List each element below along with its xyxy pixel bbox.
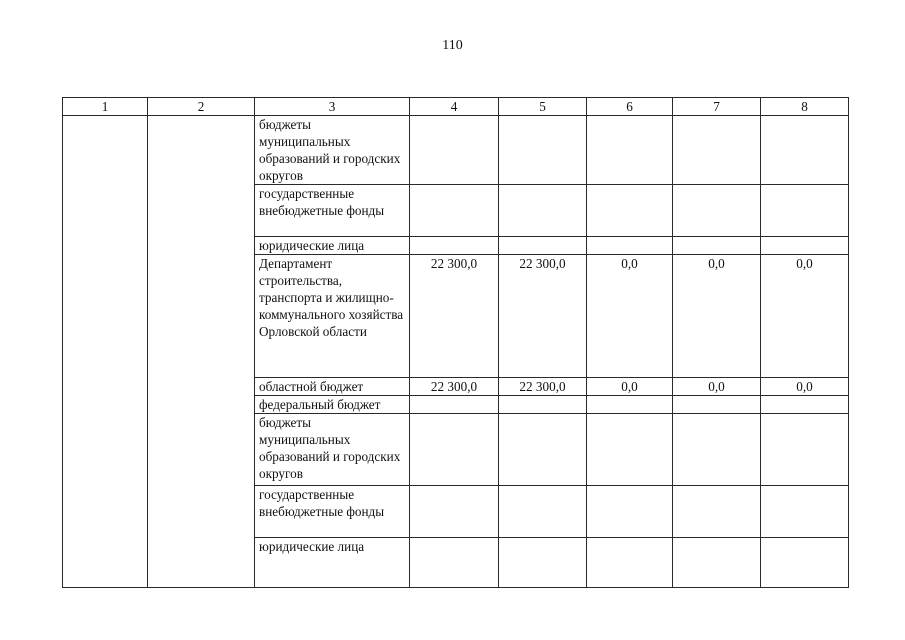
value-cell-col4 — [410, 538, 499, 588]
value-cell-col8: 0,0 — [761, 255, 849, 378]
row-label: бюджеты муниципальных образований и городских округов — [255, 116, 410, 185]
value-cell-col4 — [410, 116, 499, 185]
value-cell-col6 — [587, 486, 673, 538]
value-cell-col7 — [673, 414, 761, 486]
value-cell-col8 — [761, 185, 849, 237]
value-cell-col4 — [410, 396, 499, 414]
row-label: Департамент строительства, транспорта и жилищно-коммунального хозяйства Орловской области — [255, 255, 410, 378]
value-cell-col6: 0,0 — [587, 378, 673, 396]
value-cell-col8 — [761, 396, 849, 414]
value-cell-col7 — [673, 538, 761, 588]
value-cell-col6 — [587, 538, 673, 588]
value-cell-col6 — [587, 185, 673, 237]
column-header-2: 2 — [148, 98, 255, 116]
value-cell-col7: 0,0 — [673, 378, 761, 396]
value-cell-col4 — [410, 237, 499, 255]
row-label: юридические лица — [255, 538, 410, 588]
col2-merged-cell — [148, 116, 255, 588]
col1-merged-cell — [63, 116, 148, 588]
value-cell-col7 — [673, 486, 761, 538]
value-cell-col8 — [761, 237, 849, 255]
value-cell-col5 — [499, 185, 587, 237]
value-cell-col6 — [587, 414, 673, 486]
value-cell-col5 — [499, 486, 587, 538]
page-number: 110 — [442, 38, 463, 53]
value-cell-col6 — [587, 237, 673, 255]
value-cell-col7 — [673, 116, 761, 185]
value-cell-col8 — [761, 486, 849, 538]
value-cell-col5: 22 300,0 — [499, 378, 587, 396]
column-header-8: 8 — [761, 98, 849, 116]
value-cell-col6 — [587, 116, 673, 185]
row-label: юридические лица — [255, 237, 410, 255]
value-cell-col6: 0,0 — [587, 255, 673, 378]
value-cell-col5 — [499, 116, 587, 185]
column-header-6: 6 — [587, 98, 673, 116]
value-cell-col5 — [499, 237, 587, 255]
value-cell-col8 — [761, 414, 849, 486]
value-cell-col4 — [410, 185, 499, 237]
value-cell-col5 — [499, 396, 587, 414]
value-cell-col4 — [410, 486, 499, 538]
column-header-5: 5 — [499, 98, 587, 116]
value-cell-col7: 0,0 — [673, 255, 761, 378]
value-cell-col4: 22 300,0 — [410, 255, 499, 378]
value-cell-col4 — [410, 414, 499, 486]
value-cell-col5 — [499, 538, 587, 588]
value-cell-col8 — [761, 538, 849, 588]
value-cell-col8 — [761, 116, 849, 185]
budget-table — [62, 97, 849, 588]
column-header-7: 7 — [673, 98, 761, 116]
row-label: областной бюджет — [255, 378, 410, 396]
value-cell-col4: 22 300,0 — [410, 378, 499, 396]
value-cell-col7 — [673, 396, 761, 414]
value-cell-col8: 0,0 — [761, 378, 849, 396]
row-label: государственные внебюджетные фонды — [255, 185, 410, 237]
column-header-1: 1 — [63, 98, 148, 116]
value-cell-col5: 22 300,0 — [499, 255, 587, 378]
column-header-3: 3 — [255, 98, 410, 116]
value-cell-col6 — [587, 396, 673, 414]
row-label: государственные внебюджетные фонды — [255, 486, 410, 538]
row-label: бюджеты муниципальных образований и городских округов — [255, 414, 410, 486]
column-header-4: 4 — [410, 98, 499, 116]
header-row — [63, 98, 849, 116]
value-cell-col7 — [673, 185, 761, 237]
value-cell-col5 — [499, 414, 587, 486]
value-cell-col7 — [673, 237, 761, 255]
row-label: федеральный бюджет — [255, 396, 410, 414]
table-row — [63, 116, 849, 185]
